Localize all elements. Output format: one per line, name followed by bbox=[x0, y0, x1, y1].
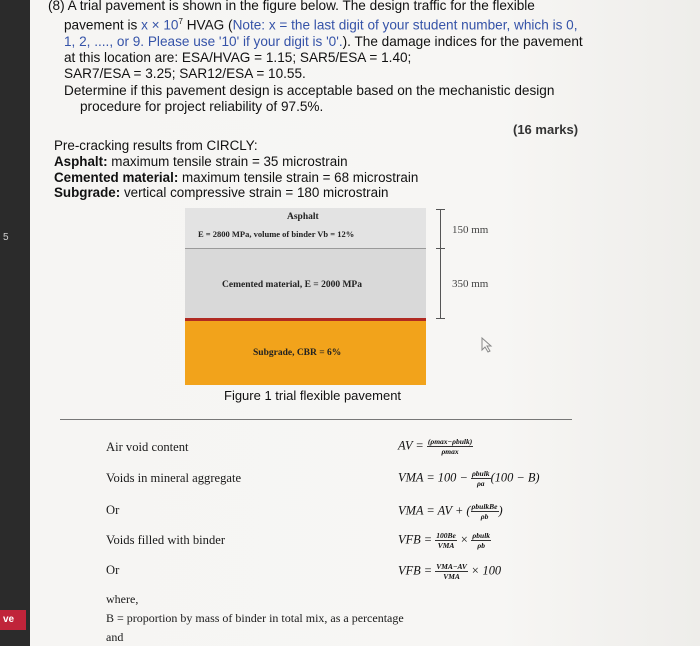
circly-results bbox=[54, 138, 418, 201]
cemented-thickness: 350 mm bbox=[452, 278, 489, 290]
air-void-formula: AV = $\frac{\text{(ρmax−ρbulk)}}{\rho\max}$ bbox=[398, 437, 473, 456]
b-definition: B = proportion by mass of binder in total mix, as a percentage bbox=[106, 611, 404, 625]
section-divider bbox=[60, 419, 572, 420]
asphalt-thickness: 150 mm bbox=[452, 224, 489, 236]
question-line-4: at this location are: ESA/HVAG = 1.15; SAR5/ESA = 1.40; bbox=[64, 50, 412, 66]
question-line-5: SAR7/ESA = 3.25; SAR12/ESA = 10.55. bbox=[64, 66, 306, 82]
figure-caption: Figure 1 trial flexible pavement bbox=[224, 388, 402, 403]
dimension-tick-top bbox=[436, 209, 445, 210]
dimension-tick-mid bbox=[436, 248, 445, 249]
question-line-6: Determine if this pavement design is acceptable based on the mechanistic design bbox=[64, 82, 555, 98]
vfb-label: Voids filled with binder bbox=[106, 533, 226, 547]
mouse-pointer-icon bbox=[480, 336, 494, 354]
and-label: and bbox=[106, 630, 124, 644]
subgrade-result: Subgrade: vertical compressive strain = 180 microstrain bbox=[54, 185, 389, 201]
question-line-7: procedure for project reliability of 97.5%. bbox=[80, 98, 324, 114]
question-line-2: pavement is $x \times 10^7$ HVAG (Note: x = the last digit of your student number, which is 0, bbox=[64, 17, 578, 33]
or-label-2: Or bbox=[106, 563, 120, 577]
asphalt-result: Asphalt: maximum tensile strain = 35 microstrain bbox=[54, 153, 348, 169]
air-void-label: Air void content bbox=[106, 440, 189, 454]
asphalt-title: Asphalt bbox=[287, 212, 319, 222]
question-line-1: (8) A trial pavement is shown in the figure below. The design traffic for the flexible bbox=[48, 0, 535, 13]
vma-label: Voids in mineral aggregate bbox=[106, 471, 242, 485]
strip-number: 5 bbox=[3, 232, 9, 243]
circly-heading: Pre-cracking results from CIRCLY: bbox=[54, 138, 258, 153]
where-label: where, bbox=[106, 592, 139, 606]
cemented-label: Cemented material, E = 2000 MPa bbox=[222, 280, 362, 290]
vma-formula: VMA = 100 − $\frac{\text{ρbulk}}{\rho a}$ (100 − B) bbox=[398, 469, 540, 488]
cemented-result: Cemented material: maximum tensile strain = 68 microstrain bbox=[54, 169, 419, 185]
question-line-3: 1, 2, ...., or 9. Please use '10' if your digit is '0'.). The damage indices for the pavement bbox=[64, 33, 583, 49]
vfb-alt-formula: VFB = $\frac{\text{VMA−AV}}{\text{VMA}}$ × 100 bbox=[398, 562, 502, 581]
left-app-strip bbox=[0, 0, 30, 646]
or-label-1: Or bbox=[106, 503, 120, 517]
vfb-formula: VFB = $\frac{100Be}{\text{VMA}}$ × $\frac{\text{ρbulk}}{\rho b}$ bbox=[398, 531, 491, 550]
marks-label: (16 marks) bbox=[513, 122, 579, 137]
dimension-tick-bottom bbox=[436, 318, 445, 319]
subgrade-label: Subgrade, CBR = 6% bbox=[253, 348, 342, 358]
vma-alt-formula: VMA = AV + ( $\frac{\text{ρbulkBe}}{\rho b}$ ) bbox=[398, 502, 503, 521]
dimension-line bbox=[440, 209, 441, 319]
question-text bbox=[48, 0, 608, 115]
asphalt-props: E = 2800 MPa, volume of binder Vb = 12% bbox=[198, 229, 355, 239]
strip-badge[interactable]: ve bbox=[0, 610, 26, 630]
